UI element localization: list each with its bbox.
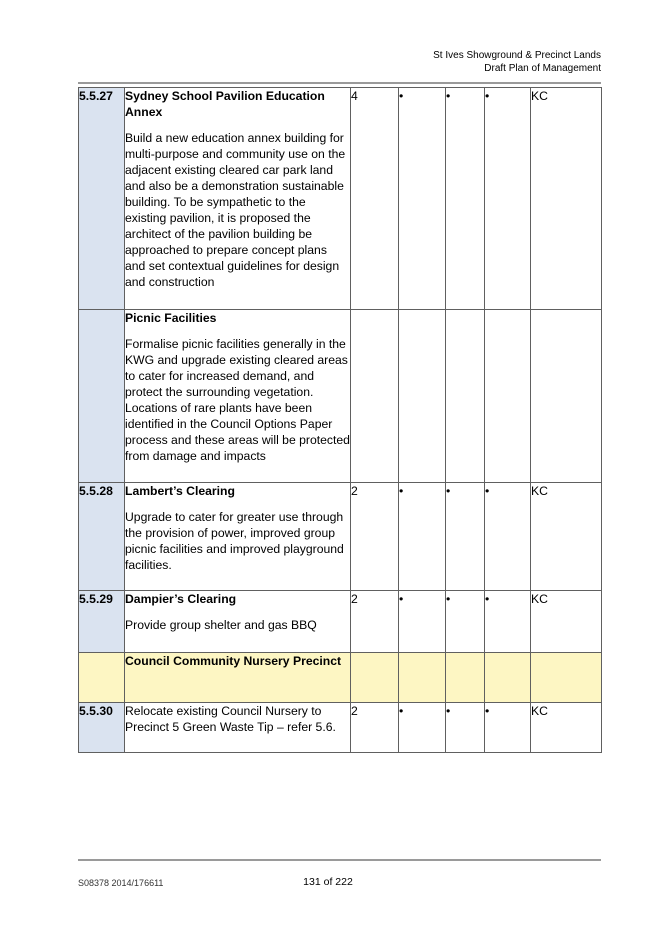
row-ref: 5.5.29 — [79, 591, 125, 653]
row-priority: 2 — [351, 483, 399, 591]
row-responsibility: KC — [531, 703, 602, 753]
row-priority: 4 — [351, 88, 399, 310]
row-ref: 5.5.27 — [79, 88, 125, 310]
row-bullet-3: • — [485, 483, 531, 591]
row-bullet-1: • — [399, 591, 446, 653]
row-bullet-1: • — [399, 483, 446, 591]
row-bullet-2: • — [446, 88, 485, 310]
row-description — [125, 653, 351, 703]
row-bullet-2: • — [446, 703, 485, 753]
row-bullet-1 — [399, 310, 446, 483]
row-responsibility: KC — [531, 88, 602, 310]
row-bullet-3 — [485, 310, 531, 483]
row-bullet-3: • — [485, 591, 531, 653]
row-text: Relocate existing Council Nursery to Precinct 5 Green Waste Tip – refer 5.6. — [125, 704, 336, 734]
table-row — [79, 591, 602, 653]
document-reference: S08378 2014/176611 — [78, 878, 164, 888]
row-priority: 2 — [351, 703, 399, 753]
row-description — [125, 483, 351, 591]
row-description — [125, 88, 351, 310]
row-bullet-3: • — [485, 88, 531, 310]
section-cell — [351, 653, 399, 703]
row-bullet-2 — [446, 310, 485, 483]
page-header — [433, 49, 601, 75]
table-row — [79, 483, 602, 591]
row-body: Upgrade to cater for greater use through the provision of power, improved group picnic facilities and improved playground facilities. — [125, 510, 344, 572]
row-body: Provide group shelter and gas BBQ — [125, 618, 317, 632]
row-responsibility: KC — [531, 483, 602, 591]
table-row — [79, 310, 602, 483]
row-title: Lambert’s Clearing — [125, 484, 235, 498]
row-bullet-2: • — [446, 483, 485, 591]
row-priority: 2 — [351, 591, 399, 653]
row-responsibility — [531, 310, 602, 483]
header-title: St Ives Showground & Precinct Lands — [433, 50, 601, 61]
row-title: Picnic Facilities — [125, 311, 217, 325]
row-bullet-2: • — [446, 591, 485, 653]
row-ref: 5.5.30 — [79, 703, 125, 753]
section-title: Council Community Nursery Precinct — [125, 654, 342, 668]
header-rule — [78, 82, 601, 84]
row-responsibility: KC — [531, 591, 602, 653]
row-title: Sydney School Pavilion Education Annex — [125, 89, 325, 119]
row-bullet-1: • — [399, 703, 446, 753]
management-plan-table — [78, 87, 602, 753]
row-bullet-3: • — [485, 703, 531, 753]
section-cell — [485, 653, 531, 703]
row-bullet-1: • — [399, 88, 446, 310]
section-ref-cell — [79, 653, 125, 703]
row-priority — [351, 310, 399, 483]
section-cell — [399, 653, 446, 703]
row-ref: 5.5.28 — [79, 483, 125, 591]
table-row — [79, 703, 602, 753]
section-row — [79, 653, 602, 703]
row-title: Dampier’s Clearing — [125, 592, 237, 606]
row-body: Build a new education annex building for multi-purpose and community use on the adjacent existing cleared car park land and also be a demonstration sustainable building. To be sympathetic to the existing pavilion, it is proposed the architect of the pavilion building be approached to prepare concept plans and set contextual guidelines for design and construction — [125, 131, 346, 289]
row-description — [125, 703, 351, 753]
row-ref — [79, 310, 125, 483]
page-number: 131 of 222 — [303, 876, 353, 888]
row-description — [125, 310, 351, 483]
row-body: Formalise picnic facilities generally in the KWG and upgrade existing cleared areas to cater for increased demand, and protect the surrounding vegetation. Locations of rare plants have been identified in the Council Options Paper process and these areas will be protected from damage and impacts — [125, 337, 350, 463]
table-row — [79, 88, 602, 310]
section-cell — [531, 653, 602, 703]
header-subtitle: Draft Plan of Management — [484, 63, 601, 74]
footer-rule — [78, 859, 601, 861]
section-cell — [446, 653, 485, 703]
row-description — [125, 591, 351, 653]
